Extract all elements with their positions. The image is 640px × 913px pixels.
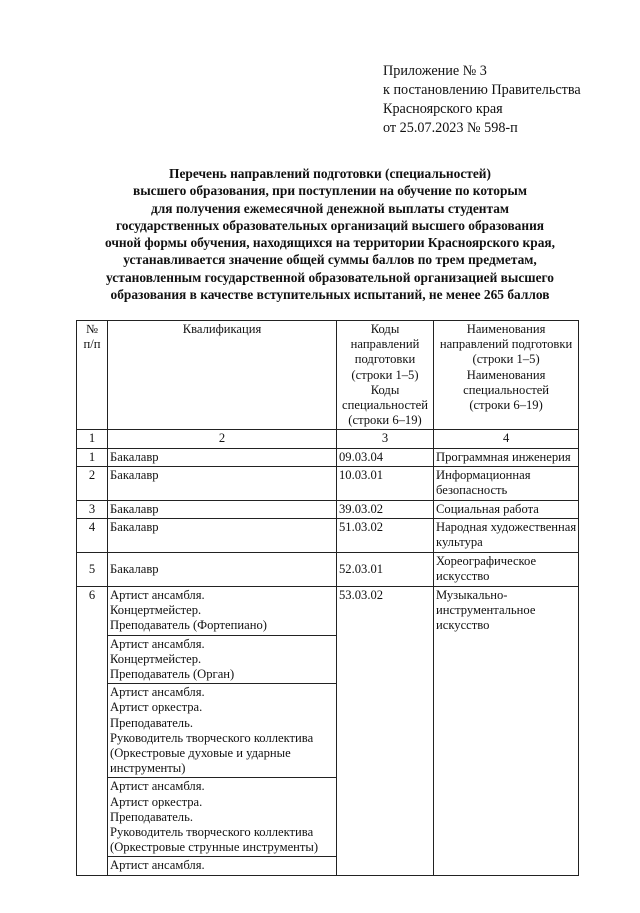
code-cell: 51.03.02 [337,519,434,553]
title-line: установленным государственной образовательной организацией высшего [105,269,554,285]
row-number: 1 [77,448,108,466]
qualification-cell: Бакалавр [108,466,337,500]
name-cell: Информационная безопасность [434,466,579,500]
name-cell: Социальная работа [434,500,579,518]
row-number: 3 [77,500,108,518]
column-number: 3 [337,430,434,448]
document-title [40,165,620,303]
table-row [77,519,579,553]
qualification-subrow [108,587,336,635]
column-number: 4 [434,430,579,448]
row-number: 5 [77,553,108,587]
code-cell: 10.03.01 [337,466,434,500]
column-number-row [77,430,579,448]
qualification-cell: Артист ансамбля. [110,858,205,873]
title-line: образования в качестве вступительных испытаний, не менее 265 баллов [110,287,550,303]
column-number: 1 [77,430,108,448]
row-number: 4 [77,519,108,553]
header-codes: Коды направлений подготовки (строки 1–5) Коды специальностей (строки 6–19) [337,321,434,430]
appendix-line: от 25.07.2023 № 598-п [383,120,518,136]
code-cell: 39.03.02 [337,500,434,518]
title-line: для получения ежемесячной денежной выплаты студентам [150,200,510,216]
name-cell: Программная инженерия [434,448,579,466]
title-line: Перечень направлений подготовки (специальностей) [169,166,491,181]
table-row [77,500,579,518]
appendix-note [383,62,581,138]
code-cell: 52.03.01 [337,553,434,587]
qualification-cell: Бакалавр [108,500,337,518]
programs-table [76,320,579,876]
table-row [77,466,579,500]
header-qualification: Квалификация [108,321,337,430]
qualification-cell: Артист ансамбля. Концертмейстер. Преподаватель (Фортепиано) [108,587,336,635]
header-names: Наименования направлений подготовки (строки 1–5) Наименования специальностей (строки 6–19) [434,321,579,430]
name-cell: Хореографическое искусство [434,553,579,587]
code-cell: 09.03.04 [337,448,434,466]
title-line: высшего образования, при поступлении на обучение по которым [133,183,527,199]
qualification-cell: Артист ансамбля. Артист оркестра. Преподаватель. Руководитель творческого коллектива (Оркестровые струнные инструменты) [108,778,336,857]
qualification-subrow [108,857,336,875]
title-line: очной формы обучения, находящихся на территории Красноярского края, [104,235,555,251]
table-row [77,448,579,466]
qualification-cell: Бакалавр [108,448,337,466]
qualification-cell: Бакалавр [108,519,337,553]
row-number: 2 [77,466,108,500]
qualification-group [108,587,337,876]
column-number: 2 [108,430,337,448]
table-row [77,553,579,587]
appendix-line: Красноярского края [383,101,503,117]
title-line: государственных образовательных организаций высшего образования [115,217,545,233]
name-cell: Музыкально- инструментальное искусство [434,587,579,876]
qualification-subrow [108,684,336,778]
name-cell: Народная художественная культура [434,519,579,553]
row-number: 6 [77,587,108,876]
code-cell: 53.03.02 [337,587,434,876]
table-header-row [77,321,579,430]
appendix-line: Приложение № 3 [383,63,487,79]
qualification-subrow [108,635,336,684]
table-row [77,587,579,876]
appendix-line: к постановлению Правительства [383,82,581,98]
qualification-cell: Артист ансамбля. Артист оркестра. Преподаватель. Руководитель творческого коллектива (Оркестровые духовые и ударные инструменты) [108,684,336,778]
title-line: устанавливается значение общей суммы баллов по трем предметам, [123,252,537,268]
qualification-cell: Артист ансамбля. Концертмейстер. Преподаватель (Орган) [108,635,336,684]
header-num: № п/п [77,321,108,430]
qualification-cell: Бакалавр [108,553,337,587]
qualification-subrow [108,778,336,857]
qualification-subtable [108,587,336,875]
